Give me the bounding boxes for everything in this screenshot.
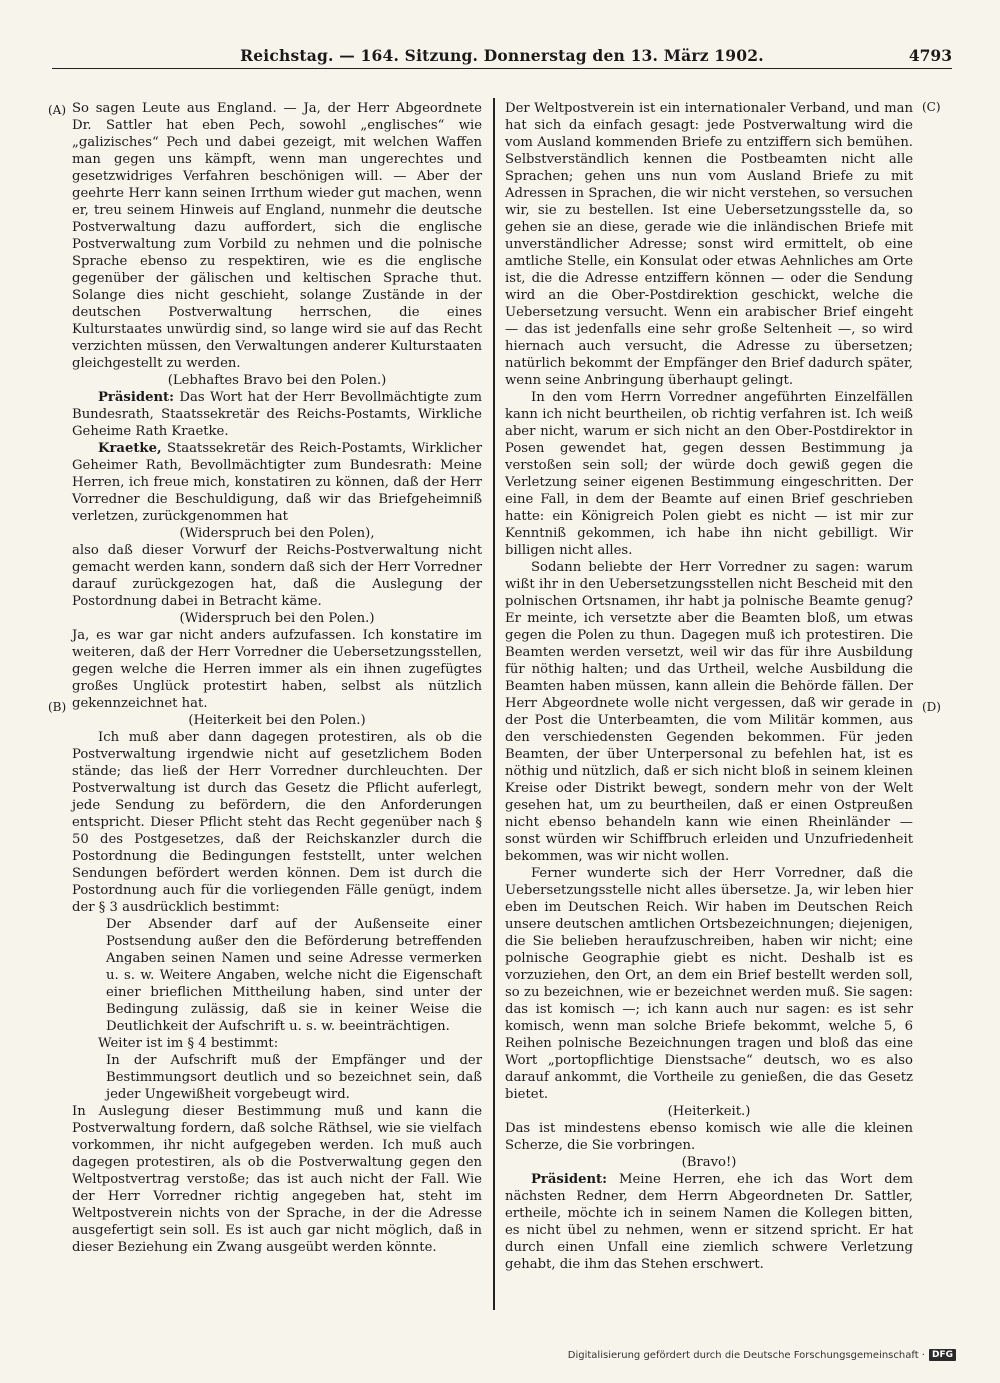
interjection: (Widerspruch bei den Polen.) (179, 611, 375, 626)
dfg-logo-icon: DFG (929, 1349, 956, 1361)
left-column (72, 100, 482, 1256)
speaker-name: Kraetke, (98, 441, 162, 456)
interjection: (Heiterkeit.) (667, 1104, 751, 1119)
paragraph: also daß dieser Vorwurf der Reichs-Postverwaltung nicht gemacht werden kann, sondern daß sich der Herr Vorredner darauf zurückgezogen hat, daß die Auslegung der Postordnung dabei in Betracht käme. (72, 543, 482, 609)
page-number: 4793 (908, 46, 952, 65)
margin-marker-d: (D) (922, 700, 941, 714)
paragraph: Ich muß aber dann dagegen protestiren, als ob die Postverwaltung irgendwie nicht auf gesetzlichem Boden stände; das ließ der Herr Vorredner durchleuchten. Der Postverwaltung ist durch das Gesetz die Pflicht auferlegt, jede Sendung zu befördern, die den Anforderungen entspricht. Dieser Pflicht steht das Recht gegenüber nach § 50 des Postgesetzes, daß der Reichskanzler durch die Postordnung die Bedingungen feststellt, unter welchen Sendungen befördert werden können. Dem ist durch die Postordnung auch für die vorliegenden Fälle genügt, indem der § 3 ausdrücklich bestimmt: (72, 730, 482, 915)
footer (568, 1349, 956, 1361)
page-header (52, 46, 952, 69)
interjection: (Lebhaftes Bravo bei den Polen.) (167, 373, 387, 388)
paragraph: Ja, es war gar nicht anders aufzufassen. Ich konstatire im weiteren, daß der Herr Vorredner die Uebersetzungsstellen, gegen welche die Herren immer als ein ihnen zugefügtes großes Unglück protestirt haben, selbst als nützlich gekennzeichnet hat. (72, 628, 482, 711)
paragraph: Der Weltpostverein ist ein internationaler Verband, und man hat sich da einfach gesagt: jede Postverwaltung wird die vom Ausland kommenden Briefe zu entziffern sich bemühen. Selbstverständlich kennen die Postbeamten nicht alle Sprachen; gehen uns nun vom Ausland Briefe zu mit Adressen in Sprachen, die wir nicht verstehen, so versuchen wir, sie zu bestellen. Ist eine Uebersetzungsstelle da, so gehen sie an diese, gerade wie die inländischen Briefe mit unverständlicher Adresse; sonst wird ermittelt, ob eine amtliche Stelle, ein Konsulat oder etwas Aehnliches am Orte ist, die die Adresse entziffern können — oder die Sendung wird an die Ober-Postdirektion geschickt, welche die Uebersetzung versucht. Wenn ein arabischer Brief eingeht — das ist jedenfalls eine sehr große Seltenheit —, so wird hiernach auch versucht, die Adresse zu übersetzen; natürlich bekommt der Empfänger den Brief dadurch später, wenn seine Anbringung überhaupt gelingt. (505, 101, 913, 388)
margin-marker-b: (B) (48, 700, 67, 714)
quotation: Der Absender darf auf der Außenseite einer Postsendung außer den die Beförderung betreffenden Angaben seinen Namen und seine Adresse vermerken u. s. w. Weitere Angaben, welche nicht die Eigenschaft einer brieflichen Mittheilung haben, sind unter der Bedingung zulässig, daß sie in keiner Weise die Deutlichkeit der Aufschrift u. s. w. beeinträchtigen. (106, 917, 482, 1034)
paragraph: Weiter ist im § 4 bestimmt: (98, 1036, 279, 1051)
margin-marker-c: (C) (922, 100, 941, 114)
paragraph: Das ist mindestens ebenso komisch wie alle die kleinen Scherze, die Sie vorbringen. (505, 1121, 913, 1153)
right-column (505, 100, 913, 1273)
interjection: (Widerspruch bei den Polen), (179, 526, 375, 541)
speaker-name: Präsident: (98, 390, 175, 405)
paragraph: Meine Herren, ehe ich das Wort dem nächsten Redner, dem Herrn Abgeordneten Dr. Sattler, ertheile, möchte ich in seinem Namen die Kollegen bitten, es nicht übel zu nehmen, wenn er sitzend spricht. Er hat durch einen Unfall eine ziemlich schwere Verletzung gehabt, die ihm das Stehen erschwert. (505, 1172, 913, 1272)
footer-text: Digitalisierung gefördert durch die Deutsche Forschungsgemeinschaft · (567, 1349, 925, 1361)
interjection: (Bravo!) (681, 1155, 737, 1170)
header-title: Reichstag. — 164. Sitzung. Donnerstag den 13. März 1902. (240, 46, 764, 65)
paragraph: In den vom Herrn Vorredner angeführten Einzelfällen kann ich nicht beurtheilen, ob richtig verfahren ist. Ich weiß aber nicht, warum er sich nicht an den Ober-Postdirektor in Posen gewendet hat, gegen dessen Bestimmung ja verstoßen sein soll; der würde doch gewiß gegen die Verletzung seiner eigenen Bestimmung eingeschritten. Der eine Fall, in dem der Beamte auf einen Brief geschrieben hatte: ein Königreich Polen giebt es nicht — ist mir zur Kenntniß gekommen, ich habe ihn nicht gebilligt. Wir billigen nicht alles. (505, 390, 913, 558)
paragraph: Ferner wunderte sich der Herr Vorredner, daß die Uebersetzungsstelle nicht alles übersetze. Ja, wir leben hier eben im Deutschen Reich. Wir haben im Deutschen Reich unsere deutschen amtlichen Ortsbezeichnungen; diejenigen, die Sie belieben heraufzuschreiben, haben wir nicht; eine polnische Geographie giebt es nicht. Deshalb ist es vorzuziehen, den Ort, an dem ein Brief bestellt werden soll, so zu bezeichnen, wie er bezeichnet werden muß. Sie sagen: das ist komisch —; ich kann auch nur sagen: es ist sehr komisch, wenn man solche Briefe bekommt, welche 5, 6 Reihen polnische Bezeichnungen tragen und bloß das eine Wort „portopflichtige Dienstsache“ deutsch, wo es also darauf ankommt, die Vortheile zu genießen, die das Gesetz bietet. (505, 866, 913, 1102)
paragraph: Das Wort hat der Herr Bevollmächtigte zum Bundesrath, Staatssekretär des Reichs-Postamts, Wirkliche Geheime Rath Kraetke. (72, 390, 482, 439)
paragraph: Sodann beliebte der Herr Vorredner zu sagen: warum wißt ihr in den Uebersetzungsstellen nicht Bescheid mit den polnischen Ortsnamen, ihr habt ja polnische Beamte genug? Er meinte, ich versetzte aber die Beamten bloß, um etwas gegen die Polen zu thun. Dagegen muß ich protestiren. Die Beamten werden versetzt, weil wir das für ihre Ausbildung für nöthig halten; und das Urtheil, welche Ausbildung die Beamten haben müssen, kann allein die Behörde fällen. Der Herr Abgeordnete wolle nicht vergessen, daß wir gerade in der Post die Unterbeamten, die vom Militär kommen, aus den verschiedensten Gegenden bekommen. Für jeden Beamten, der über Unterpersonal zu befehlen hat, ist es nöthig und nützlich, daß er sich nicht bloß in seinem kleinen Kreise oder Distrikt bewegt, sondern mehr von der Welt gesehen hat, um zu beurtheilen, daß er einen Ostpreußen nicht ebenso behandeln kann wie einen Rheinländer — sonst würden wir Schiffbruch erleiden und Unzufriedenheit bekommen, was wir nicht wollen. (505, 560, 913, 864)
paragraph: In Auslegung dieser Bestimmung muß und kann die Postverwaltung fordern, daß solche Räthsel, wie sie vielfach vorkommen, ihr nicht aufgegeben werden. Ich muß auch dagegen protestiren, als ob die Postverwaltung gegen den Weltpostvertrag verstoße; das ist auch nicht der Fall. Wie der Herr Vorredner richtig angegeben hat, steht im Weltpostverein nichts von der Sprache, in der die Adresse ausgefertigt sein soll. Es ist auch gar nicht möglich, daß in dieser Beziehung ein Zwang ausgeübt werden könnte. (72, 1104, 482, 1255)
paragraph: Staatssekretär des Reich-Postamts, Wirklicher Geheimer Rath, Bevollmächtigter zum Bundesrath: Meine Herren, ich freue mich, konstatiren zu können, daß der Herr Vorredner die Beschuldigung, daß wir das Briefgeheimniß verletzen, zurückgenommen hat (72, 441, 482, 524)
speaker-name: Präsident: (531, 1172, 608, 1187)
interjection: (Heiterkeit bei den Polen.) (188, 713, 366, 728)
quotation: In der Aufschrift muß der Empfänger und der Bestimmungsort deutlich und so bezeichnet sein, daß jeder Ungewißheit vorgebeugt wird. (106, 1053, 482, 1102)
margin-marker-a: (A) (48, 103, 67, 117)
paragraph: So sagen Leute aus England. — Ja, der Herr Abgeordnete Dr. Sattler hat eben Pech, sowohl „englisches“ wie „galizisches“ Pech und dabei gezeigt, mit welchen Waffen man gegen uns kämpft, wenn man ungerechtes und gesetzwidriges Verfahren beschönigen will. — Aber der geehrte Herr kann seinen Irrthum wieder gut machen, wenn er, treu seinem Hinweis auf England, nunmehr die deutsche Postverwaltung dazu auffordert, sich die englische Postverwaltung zum Vorbild zu nehmen und die polnische Sprache ebenso zu respektiren, wie es die englische gegenüber der gälischen und keltischen Sprache thut. Solange dies nicht geschieht, solange Zustände in der deutschen Postverwaltung herrschen, die eines Kulturstaates unwürdig sind, so lange wird sie auf das Recht verzichten müssen, den Verwaltungen anderer Kulturstaaten gleichgestellt zu werden. (72, 101, 482, 371)
column-divider (493, 98, 495, 1310)
